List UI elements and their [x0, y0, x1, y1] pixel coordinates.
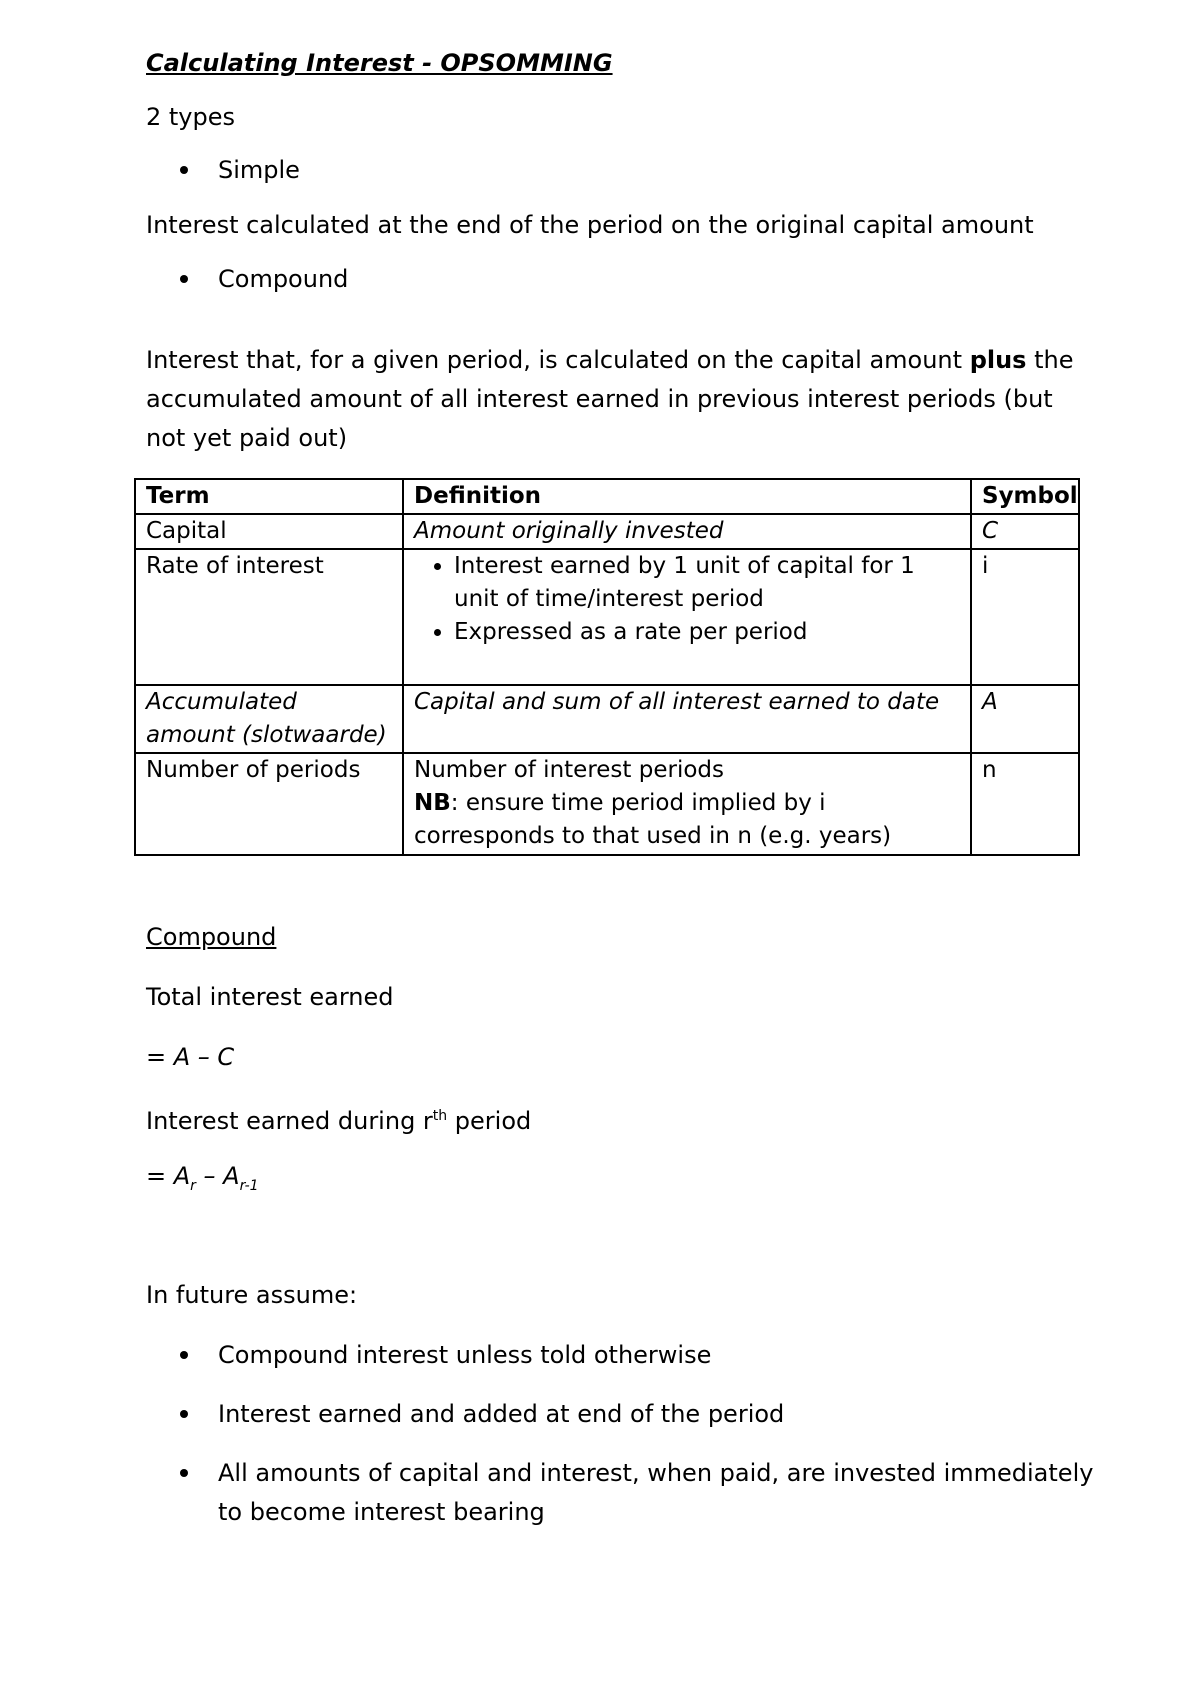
bullet-dot-icon: [180, 1351, 188, 1359]
list-item-text: All amounts of capital and interest, when paid, are invested immediately to become interest bearing: [218, 1459, 1094, 1526]
compound-heading: Compound: [146, 923, 277, 951]
bullet-dot-icon: [180, 1469, 188, 1477]
table-header-cell: Term: [135, 479, 403, 514]
table-cell-term: Accumulated amount (slotwaarde): [135, 685, 403, 753]
types-heading: 2 types: [146, 103, 236, 131]
definition-note: [414, 787, 960, 853]
list-item: • Expressed as a rate per period: [454, 616, 960, 649]
rth-formula-sub1: r: [190, 1177, 196, 1194]
table-row: [135, 685, 1079, 753]
compound-description-part2: the accumulated amount of all interest earned in previous interest periods (but not yet paid out): [146, 346, 1074, 452]
compound-description-bold: plus: [969, 346, 1027, 374]
rth-sup: th: [432, 1108, 448, 1124]
table-cell-definition: [403, 549, 971, 685]
table-cell-symbol: C: [971, 514, 1079, 549]
bullet-dot-icon: [180, 166, 188, 174]
table-cell-definition: [403, 753, 971, 855]
table-row: [135, 514, 1079, 549]
rth-formula-mid: – A: [195, 1162, 240, 1190]
simple-description: Interest calculated at the end of the period on the original capital amount: [146, 211, 1034, 239]
total-interest-label: Total interest earned: [146, 983, 394, 1011]
table-cell-term: Rate of interest: [135, 549, 403, 685]
page-title: Calculating Interest - OPSOMMING: [146, 49, 613, 77]
assumptions-list: [184, 1336, 1104, 1552]
list-item-text: Compound interest unless told otherwise: [218, 1341, 712, 1369]
list-item: • Interest earned by 1 unit of capital for 1 unit of time/interest period: [454, 550, 960, 616]
compound-description: [146, 341, 1096, 458]
table-cell-definition: Capital and sum of all interest earned to date: [403, 685, 971, 753]
rth-label-pre: Interest earned during r: [146, 1107, 433, 1135]
nb-text: : ensure time period implied by i corresponds to that used in n (e.g. years): [414, 790, 892, 849]
future-heading: In future assume:: [146, 1281, 358, 1309]
type-simple-label: Simple: [218, 156, 300, 184]
rth-formula: [146, 1157, 259, 1205]
nb-label: NB: [414, 790, 451, 816]
table-row: [135, 753, 1079, 855]
definition-line: Number of interest periods: [414, 757, 724, 783]
rth-formula-prefix: = A: [146, 1162, 191, 1190]
rth-label-post: period: [447, 1107, 532, 1135]
table-cell-term: Capital: [135, 514, 403, 549]
bullet-dot-icon: [180, 275, 188, 283]
list-item: [184, 1336, 1104, 1375]
list-item: [184, 1454, 1104, 1532]
list-item-text: Interest earned and added at end of the period: [218, 1400, 785, 1428]
type-compound-label: Compound: [218, 265, 349, 293]
table-cell-definition: Amount originally invested: [403, 514, 971, 549]
table-row: [135, 549, 1079, 685]
list-item: [184, 1395, 1104, 1434]
table-cell-term: Number of periods: [135, 753, 403, 855]
table-cell-symbol: n: [971, 753, 1079, 855]
definitions-table: [134, 478, 1080, 856]
rth-formula-sub2: r-1: [239, 1177, 259, 1194]
table-header-row: [135, 479, 1079, 514]
table-cell-symbol: A: [971, 685, 1079, 753]
rth-period-label: [146, 1097, 531, 1140]
definition-bullet-list: [414, 550, 960, 649]
table-header-cell: Definition: [403, 479, 971, 514]
table-header-cell: Symbol: [971, 479, 1079, 514]
compound-description-part1: Interest that, for a given period, is calculated on the capital amount: [146, 346, 970, 374]
total-interest-formula: = A – C: [146, 1043, 235, 1071]
table-cell-symbol: i: [971, 549, 1079, 685]
bullet-dot-icon: [180, 1410, 188, 1418]
